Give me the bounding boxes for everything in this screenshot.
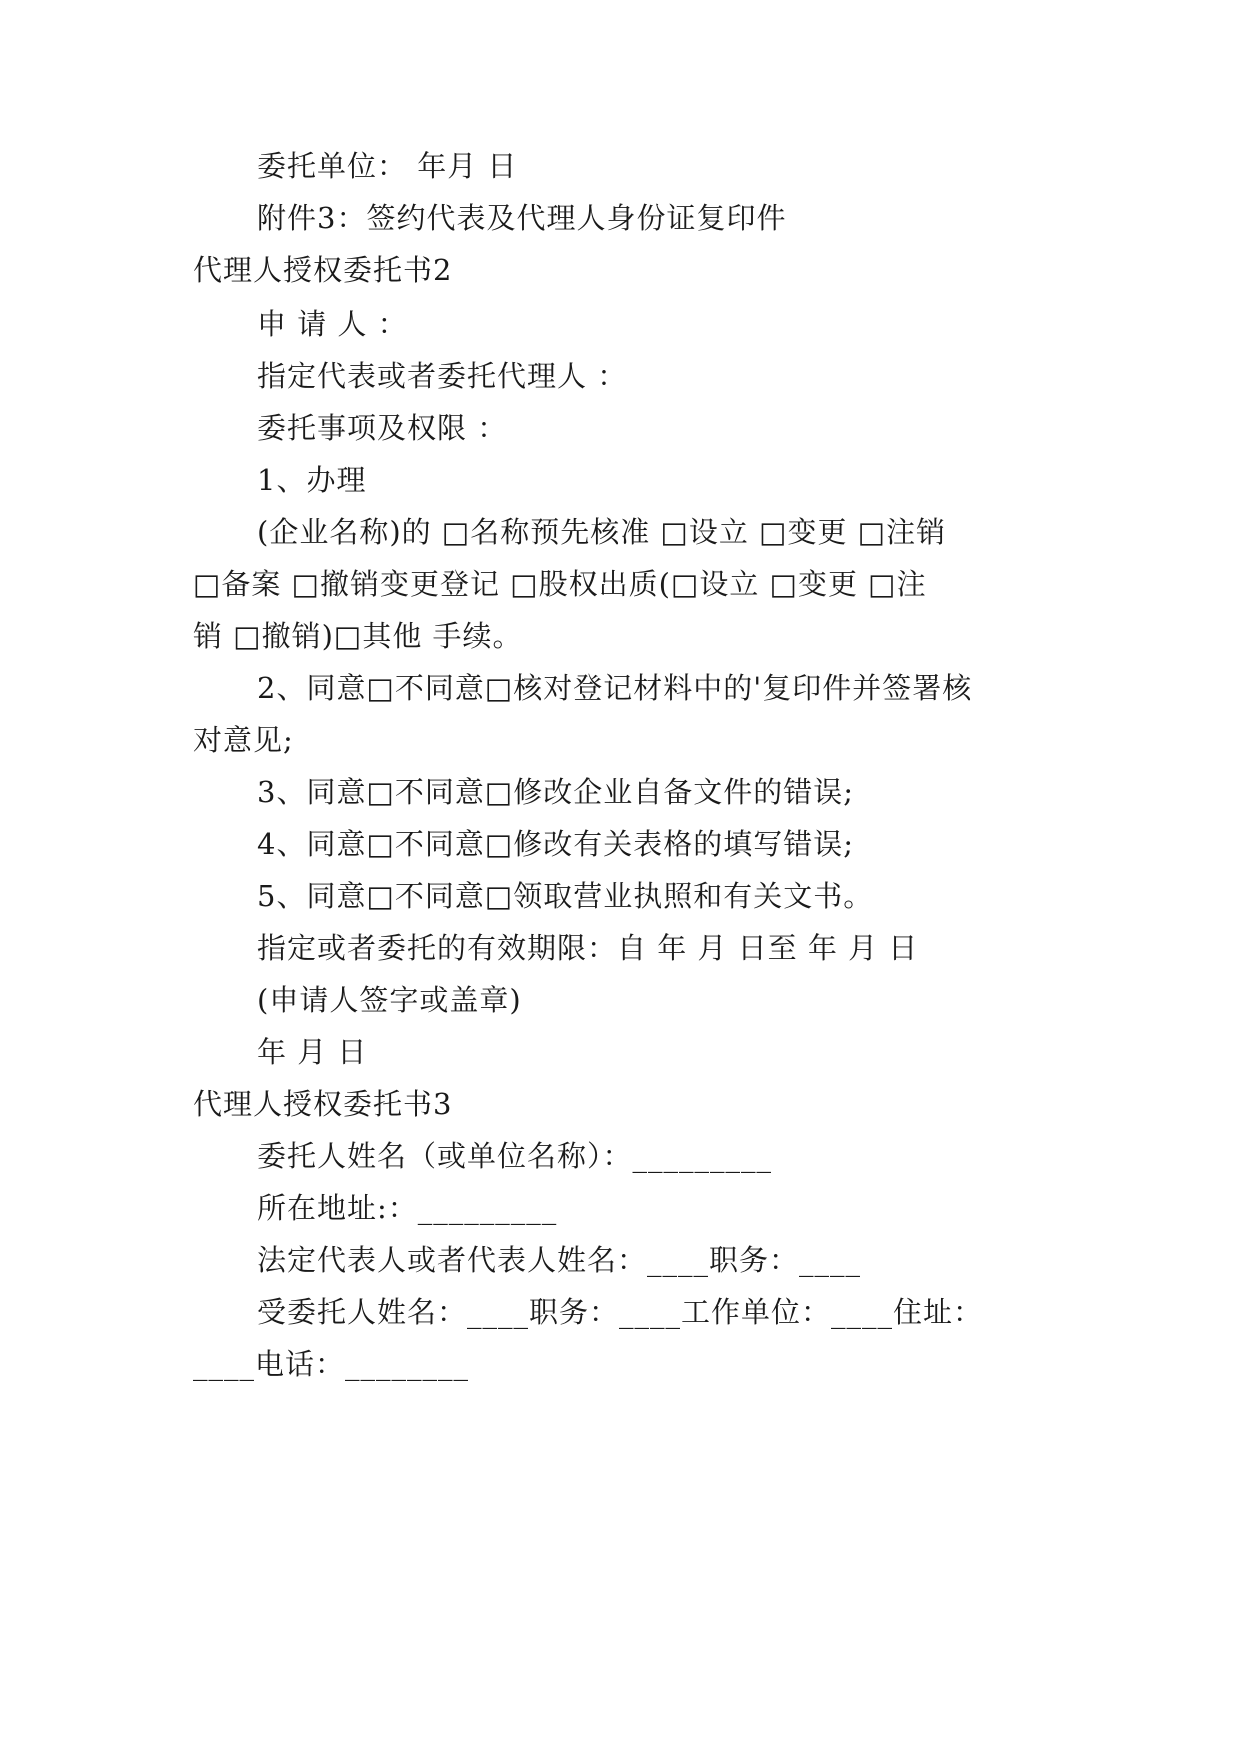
address-line: 所在地址:：_________ xyxy=(257,1191,558,1225)
authorization-scope-line: 委托事项及权限 ： xyxy=(257,411,508,445)
item-3-line: 3、同意□不同意□修改企业自备文件的错误; xyxy=(257,775,855,809)
validity-period-line: 指定或者委托的有效期限：自 年 月 日至 年 月 日 xyxy=(257,931,919,965)
principal-name-line: 委托人姓名（或单位名称）：_________ xyxy=(257,1139,773,1173)
designated-agent-line: 指定代表或者委托代理人 ： xyxy=(257,359,628,393)
date-line: 年 月 日 xyxy=(257,1035,368,1069)
item-4-line: 4、同意□不同意□修改有关表格的填写错误; xyxy=(257,827,855,861)
entrusting-unit-date-line: 委托单位： 年月 日 xyxy=(257,149,518,183)
item-1-options-line-2: □备案 □撤销变更登记 □股权出质(□设立 □变更 □注 xyxy=(193,567,927,601)
item-1-options-line-3: 销 □撤销)□其他 手续。 xyxy=(193,619,523,653)
section-title-2: 代理人授权委托书2 xyxy=(193,253,453,287)
applicant-signature-line: (申请人签字或盖章) xyxy=(257,983,522,1017)
attachment-3-line: 附件3：签约代表及代理人身份证复印件 xyxy=(257,201,787,235)
trustee-phone-line: ____电话：________ xyxy=(193,1347,470,1381)
item-5-line: 5、同意□不同意□领取营业执照和有关文书。 xyxy=(257,879,874,913)
section-title-3: 代理人授权委托书3 xyxy=(193,1087,453,1121)
item-2-line: 2、同意□不同意□核对登记材料中的'复印件并签署核 xyxy=(257,671,973,705)
item-2-continuation: 对意见; xyxy=(193,723,294,757)
item-1-options-line-1: (企业名称)的 □名称预先核准 □设立 □变更 □注销 xyxy=(257,515,947,549)
legal-representative-line: 法定代表人或者代表人姓名：____职务：____ xyxy=(257,1243,862,1277)
item-1-line: 1、办理 xyxy=(257,463,367,497)
trustee-info-line: 受委托人姓名：____职务：____工作单位：____住址： xyxy=(257,1295,984,1329)
applicant-line: 申 请 人 ： xyxy=(257,307,408,341)
